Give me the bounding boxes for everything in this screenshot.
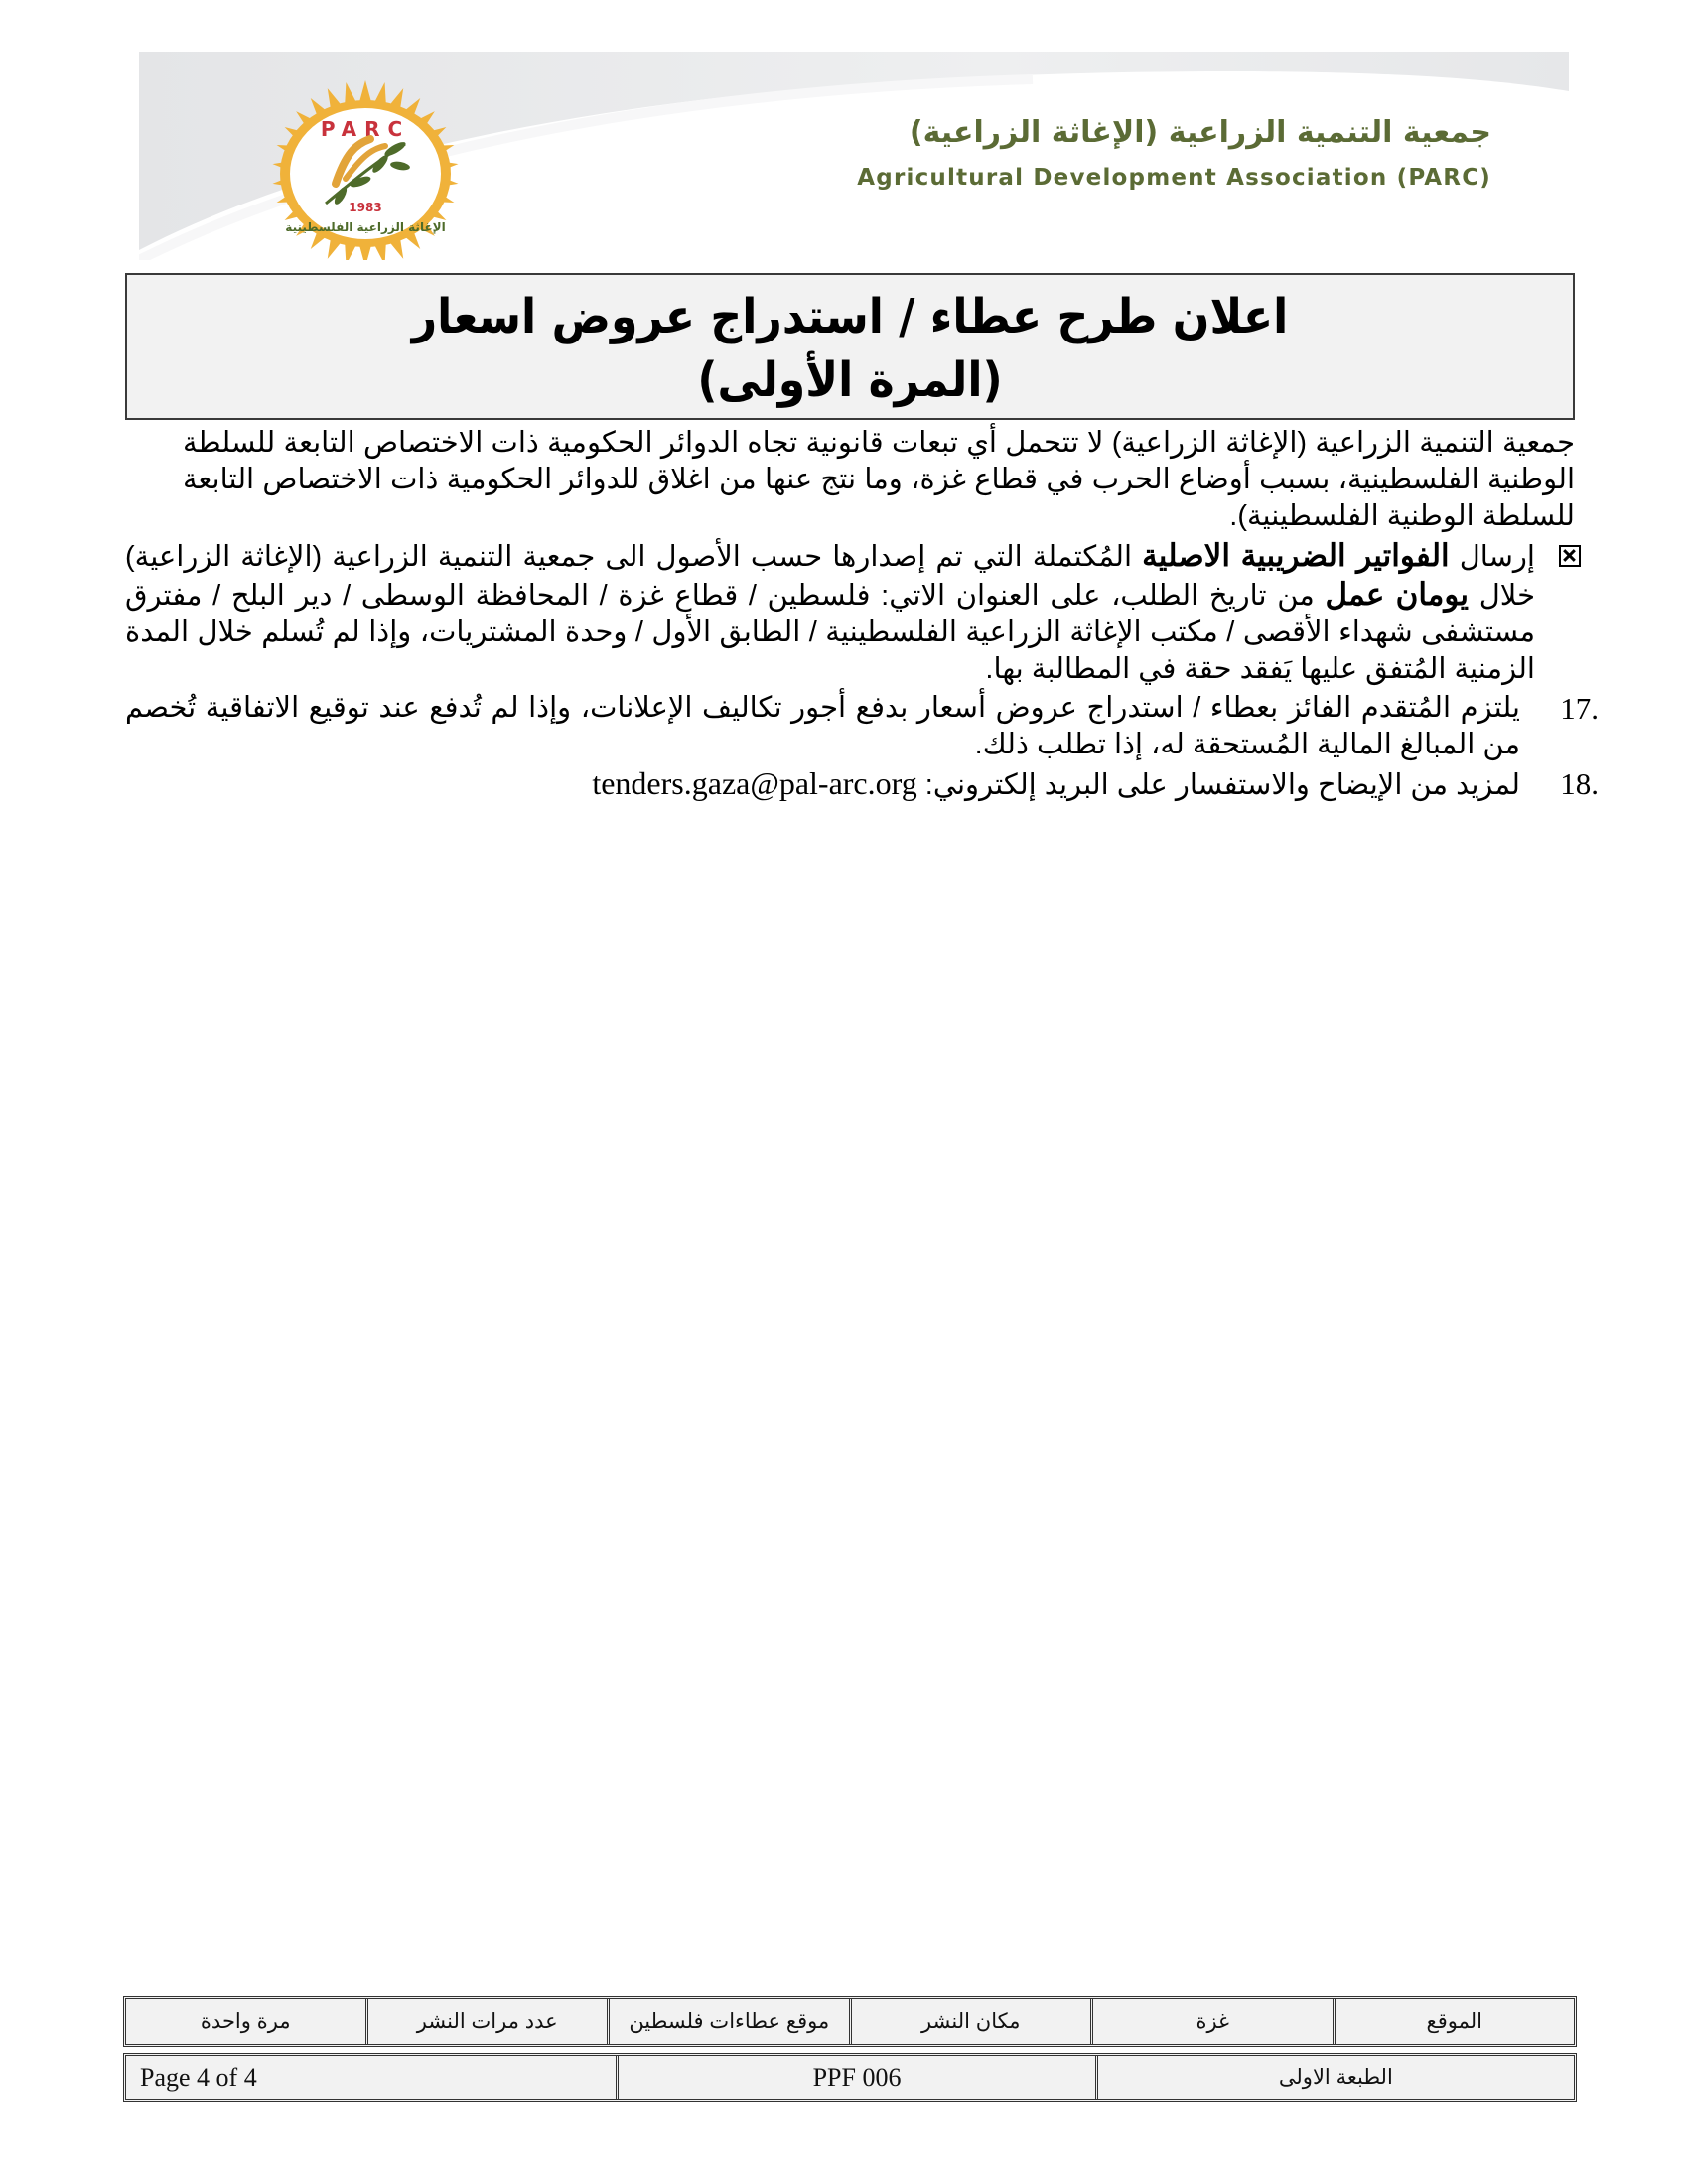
- header-banner: [139, 52, 1569, 260]
- footer-cell-publish-place-label: مكان النشر: [849, 1999, 1091, 2044]
- list-item-18: [125, 765, 1599, 804]
- footer-edition: الطبعة الاولى: [1095, 2056, 1574, 2099]
- announcement-body: [125, 425, 1599, 804]
- footer-cell-publish-count-label: عدد مرات النشر: [365, 1999, 608, 2044]
- page-title: اعلان طرح عطاء / استدراج عروض اسعار: [411, 289, 1289, 344]
- footer-cell-location-label: الموقع: [1333, 1999, 1575, 2044]
- invoice-text-3: من تاريخ الطلب، على العنوان الاتي: فلسطين / قطاع غزة / المحافظة الوسطى / دير البلح / مفترق مستشفى شهداء الأقصى / مكتب الإغاثة الزراعية الفلسطينية / الطابق الأول / وحدة المشتريات، وإذا لم تُسلم خلال المدة الزمنية المُتفق عليها يَفقد حقة في المطالبة بها.: [125, 580, 1535, 685]
- invoice-text-1: إرسال: [1449, 541, 1535, 573]
- footer-cell-location-value: غزة: [1090, 1999, 1333, 2044]
- list-item-text: يلتزم المُتقدم الفائز بعطاء / استدراج عروض أسعار بدفع أجور تكاليف الإعلانات، وإذا لم تُدفع عند توقيع الاتفاقية تُخصم من المبالغ المالية المُستحقة له، إذا تطلب ذلك.: [125, 692, 1520, 760]
- parc-logo: [216, 79, 514, 260]
- document-info-table: [123, 2053, 1577, 2102]
- sun-rays: [272, 80, 459, 260]
- logo-arc-text: الإغاثة الزراعية الفلسطينية: [285, 220, 446, 234]
- invoice-bold-1: الفواتير الضريبية الاصلية: [1142, 538, 1450, 573]
- list-item-text: لمزيد من الإيضاح والاستفسار على البريد إلكتروني:: [916, 769, 1520, 801]
- intro-paragraph: جمعية التنمية الزراعية (الإغاثة الزراعية) لا تتحمل أي تبعات قانونية تجاه الدوائر الحكومية ذات الاختصاص التابعة للسلطة الوطنية الفلسطينية، بسبب أوضاع الحرب في قطاع غزة، وما نتج عنها من اغلاق للدوائر الحكومية ذات الاختصاص التابعة للسلطة الوطنية الفلسطينية).: [183, 427, 1575, 532]
- page-subtitle: (المرة الأولى): [697, 352, 1003, 408]
- publication-info-table: [123, 1996, 1577, 2047]
- logo-parc-text: PARC: [320, 117, 411, 141]
- footer-page-number: Page 4 of 4: [140, 2062, 257, 2092]
- list-item-invoices: [125, 537, 1575, 688]
- list-item-17: [125, 690, 1599, 763]
- org-name-arabic: جمعية التنمية الزراعية (الإغاثة الزراعية): [909, 115, 1491, 150]
- invoice-text-2: المُكتملة التي تم إصدارها حسب الأصول الى جمعية التنمية الزراعية (الإغاثة الزراعية) خلال: [125, 541, 1536, 612]
- list-number: 18.: [1560, 766, 1599, 801]
- org-name-english: Agricultural Development Association (PARC): [857, 165, 1491, 191]
- logo-year: 1983: [349, 201, 382, 214]
- list-number: 17.: [1560, 691, 1599, 726]
- footer-cell-publish-place-value: موقع عطاءات فلسطين: [607, 1999, 849, 2044]
- invoice-bold-2: يومان عمل: [1325, 577, 1470, 612]
- announcement-title-box: [125, 273, 1575, 420]
- footer-cell-publish-count-value: مرة واحدة: [200, 2010, 291, 2033]
- checkbox-x-icon: [1559, 545, 1581, 567]
- contact-email-link[interactable]: tenders.gaza@pal-arc.org: [592, 765, 917, 801]
- footer-form-code: PPF 006: [616, 2056, 1094, 2099]
